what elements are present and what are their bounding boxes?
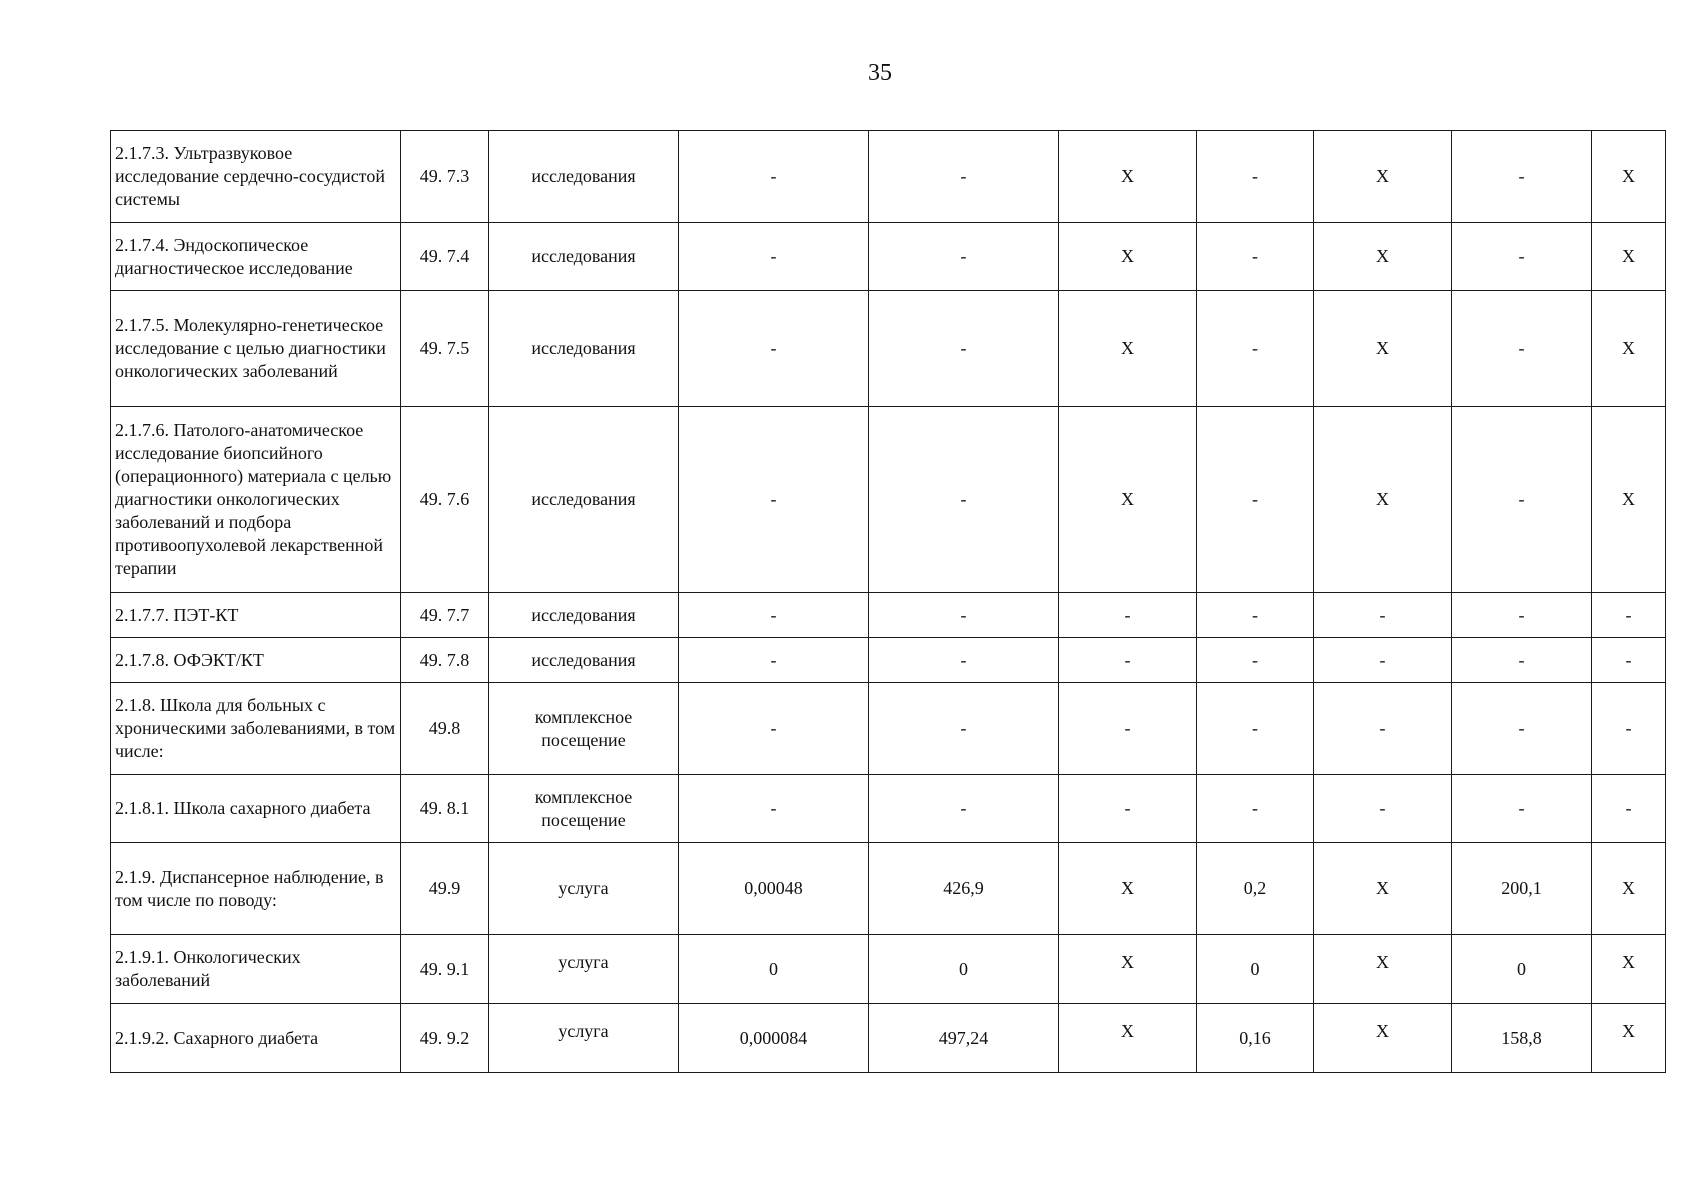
table-row: [111, 1004, 1666, 1073]
row-cell: Х: [1059, 407, 1197, 593]
row-cell: Х: [1592, 935, 1666, 1004]
row-name: 2.1.7.3. Ультразвуковое исследование сердечно-сосудистой системы: [111, 131, 401, 223]
row-unit: услуга: [489, 843, 679, 935]
row-cell: -: [1452, 407, 1592, 593]
row-cell: -: [1314, 638, 1452, 683]
row-cell: Х: [1592, 843, 1666, 935]
row-cell: -: [1059, 775, 1197, 843]
row-cell: -: [679, 593, 869, 638]
row-cell: -: [869, 683, 1059, 775]
row-cell: -: [1197, 407, 1314, 593]
table-row: [111, 593, 1666, 638]
row-cell: -: [679, 291, 869, 407]
row-name: 2.1.9.2. Сахарного диабета: [111, 1004, 401, 1073]
row-cell: 426,9: [869, 843, 1059, 935]
row-cell: -: [1592, 683, 1666, 775]
row-code: 49. 7.4: [401, 223, 489, 291]
row-cell: Х: [1059, 935, 1197, 1004]
row-cell: 0: [1197, 935, 1314, 1004]
row-unit: услуга: [489, 935, 679, 1004]
row-unit: исследования: [489, 407, 679, 593]
row-cell: -: [869, 291, 1059, 407]
row-code: 49. 7.5: [401, 291, 489, 407]
row-unit: комплексное посещение: [489, 683, 679, 775]
row-cell: -: [1197, 223, 1314, 291]
row-cell: -: [1452, 131, 1592, 223]
row-code: 49. 7.6: [401, 407, 489, 593]
row-code: 49.8: [401, 683, 489, 775]
row-cell: Х: [1059, 223, 1197, 291]
row-cell: 0,16: [1197, 1004, 1314, 1073]
row-cell: Х: [1314, 223, 1452, 291]
table-row: [111, 935, 1666, 1004]
row-cell: Х: [1059, 1004, 1197, 1073]
row-cell: -: [1197, 291, 1314, 407]
row-cell: -: [1059, 638, 1197, 683]
row-cell: -: [1592, 775, 1666, 843]
row-cell: -: [1452, 593, 1592, 638]
row-code: 49. 8.1: [401, 775, 489, 843]
row-cell: 497,24: [869, 1004, 1059, 1073]
row-cell: Х: [1592, 407, 1666, 593]
row-code: 49. 7.8: [401, 638, 489, 683]
row-code: 49.9: [401, 843, 489, 935]
row-unit: исследования: [489, 223, 679, 291]
row-cell: -: [1452, 775, 1592, 843]
row-cell: -: [1452, 683, 1592, 775]
row-cell: -: [679, 407, 869, 593]
row-cell: -: [1197, 131, 1314, 223]
row-name: 2.1.9. Диспансерное наблюдение, в том числе по поводу:: [111, 843, 401, 935]
row-cell: 0,2: [1197, 843, 1314, 935]
table-row: [111, 407, 1666, 593]
row-cell: 0: [679, 935, 869, 1004]
row-unit: исследования: [489, 593, 679, 638]
row-cell: -: [679, 131, 869, 223]
row-cell: 200,1: [1452, 843, 1592, 935]
table-row: [111, 131, 1666, 223]
row-cell: -: [1452, 638, 1592, 683]
row-cell: Х: [1592, 291, 1666, 407]
row-cell: Х: [1314, 935, 1452, 1004]
row-cell: -: [1059, 683, 1197, 775]
row-cell: Х: [1059, 843, 1197, 935]
row-cell: -: [1197, 638, 1314, 683]
row-cell: Х: [1592, 131, 1666, 223]
row-name: 2.1.7.7. ПЭТ-КТ: [111, 593, 401, 638]
table-row: [111, 223, 1666, 291]
table-row: [111, 638, 1666, 683]
row-cell: 0: [1452, 935, 1592, 1004]
row-name: 2.1.8.1. Школа сахарного диабета: [111, 775, 401, 843]
row-name: 2.1.7.8. ОФЭКТ/КТ: [111, 638, 401, 683]
data-table: [110, 130, 1666, 1073]
row-cell: 0,00048: [679, 843, 869, 935]
row-code: 49. 9.2: [401, 1004, 489, 1073]
row-name: 2.1.7.5. Молекулярно-генетическое исследование с целью диагностики онкологических заболеваний: [111, 291, 401, 407]
row-name: 2.1.9.1. Онкологических заболеваний: [111, 935, 401, 1004]
row-cell: -: [1197, 775, 1314, 843]
row-cell: Х: [1314, 291, 1452, 407]
row-cell: -: [1197, 593, 1314, 638]
table-row: [111, 291, 1666, 407]
row-unit: исследования: [489, 638, 679, 683]
row-cell: Х: [1314, 131, 1452, 223]
row-cell: -: [1452, 223, 1592, 291]
row-unit: комплексное посещение: [489, 775, 679, 843]
row-unit: услуга: [489, 1004, 679, 1073]
row-cell: 0,000084: [679, 1004, 869, 1073]
row-cell: 158,8: [1452, 1004, 1592, 1073]
row-cell: -: [869, 593, 1059, 638]
row-cell: Х: [1314, 1004, 1452, 1073]
table-row: [111, 775, 1666, 843]
row-code: 49. 7.3: [401, 131, 489, 223]
table-row: [111, 683, 1666, 775]
row-cell: Х: [1059, 291, 1197, 407]
row-name: 2.1.8. Школа для больных с хроническими заболеваниями, в том числе:: [111, 683, 401, 775]
row-code: 49. 9.1: [401, 935, 489, 1004]
row-cell: -: [869, 131, 1059, 223]
row-unit: исследования: [489, 291, 679, 407]
row-name: 2.1.7.6. Патолого-анатомическое исследование биопсийного (операционного) материала с целью диагностики онкологических заболеваний и подбора противоопухолевой лекарственной терапии: [111, 407, 401, 593]
row-cell: -: [1314, 683, 1452, 775]
row-cell: -: [869, 638, 1059, 683]
row-cell: 0: [869, 935, 1059, 1004]
row-code: 49. 7.7: [401, 593, 489, 638]
row-cell: -: [679, 638, 869, 683]
row-cell: Х: [1059, 131, 1197, 223]
row-cell: -: [1592, 593, 1666, 638]
row-cell: -: [679, 775, 869, 843]
row-cell: Х: [1314, 843, 1452, 935]
row-cell: Х: [1314, 407, 1452, 593]
row-cell: -: [1059, 593, 1197, 638]
row-cell: -: [1314, 593, 1452, 638]
row-cell: Х: [1592, 223, 1666, 291]
row-cell: Х: [1592, 1004, 1666, 1073]
row-cell: -: [869, 775, 1059, 843]
table-row: [111, 843, 1666, 935]
row-cell: -: [1452, 291, 1592, 407]
row-cell: -: [1314, 775, 1452, 843]
row-unit: исследования: [489, 131, 679, 223]
row-name: 2.1.7.4. Эндоскопическое диагностическое исследование: [111, 223, 401, 291]
row-cell: -: [1197, 683, 1314, 775]
row-cell: -: [679, 223, 869, 291]
page-number: 35: [868, 60, 892, 86]
row-cell: -: [1592, 638, 1666, 683]
row-cell: -: [869, 407, 1059, 593]
row-cell: -: [679, 683, 869, 775]
row-cell: -: [869, 223, 1059, 291]
